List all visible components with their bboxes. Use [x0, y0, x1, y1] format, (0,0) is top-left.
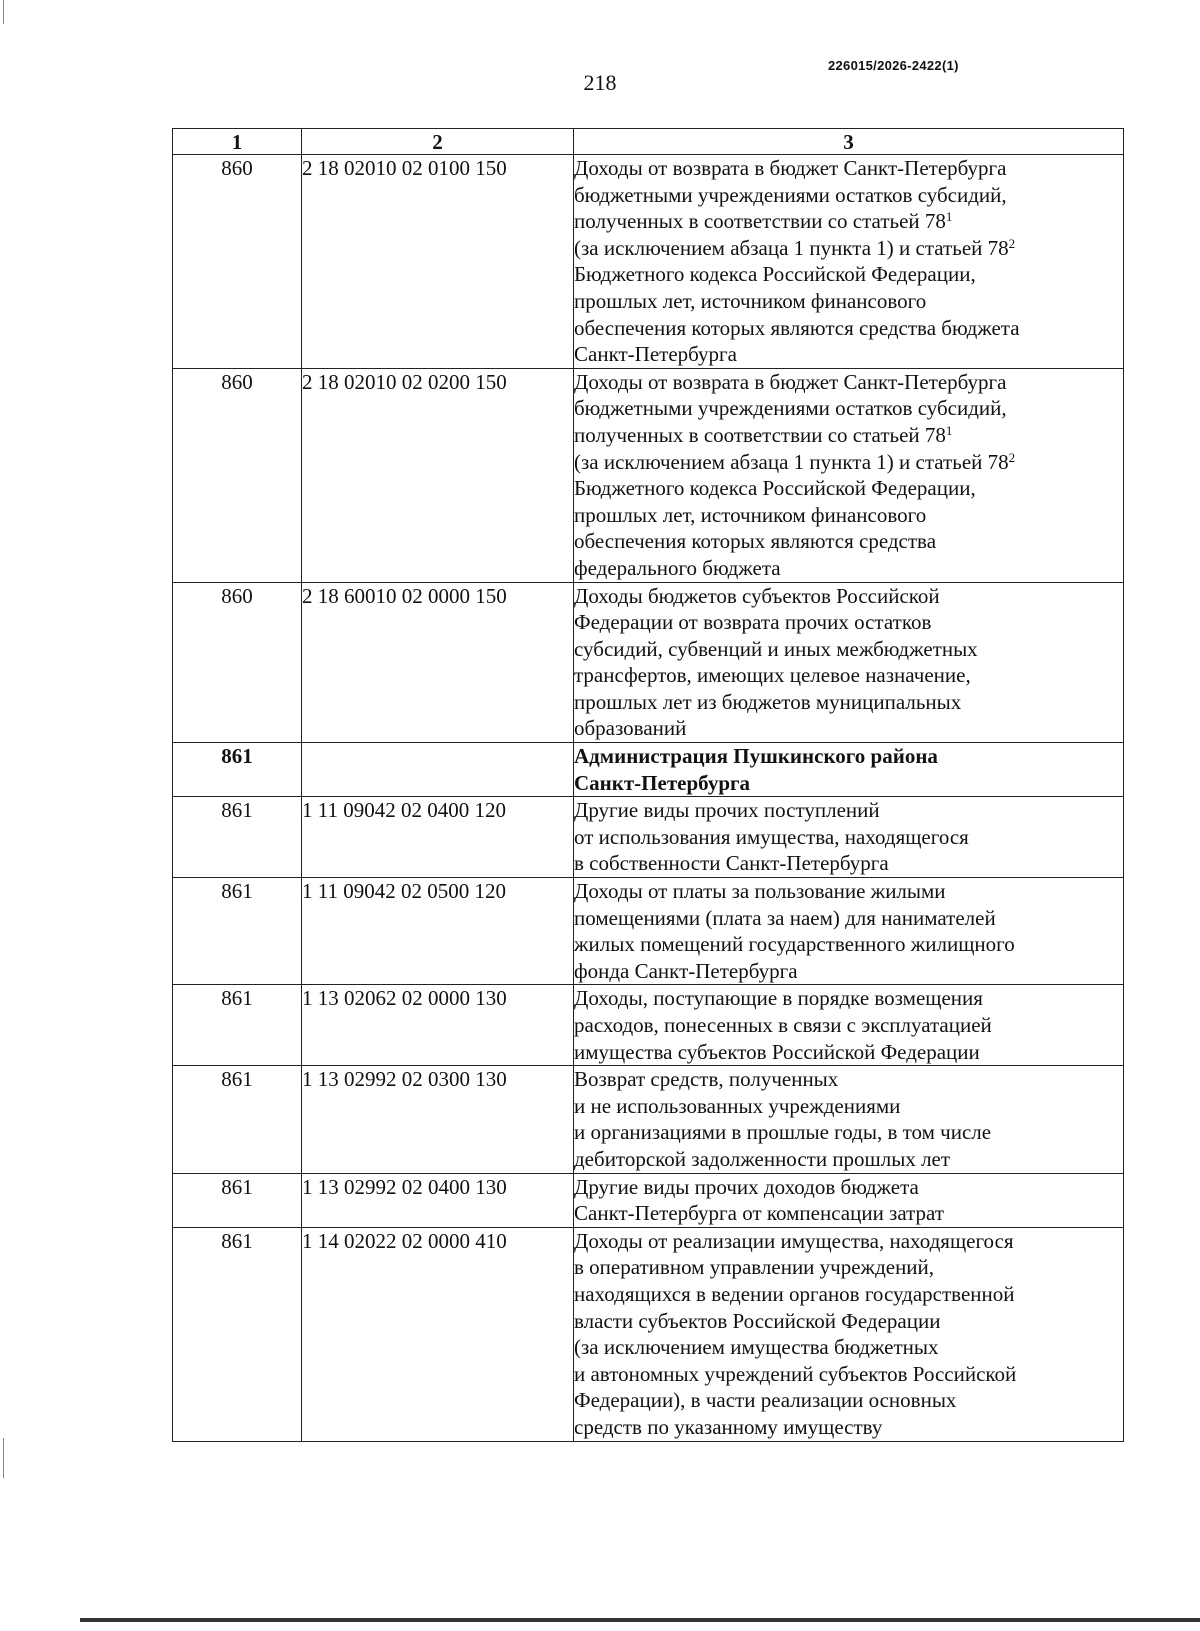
description-cell [574, 582, 1124, 743]
description-line: Бюджетного кодекса Российской Федерации, [574, 476, 976, 501]
description-line: Санкт-Петербурга от компенсации затрат [574, 1201, 945, 1226]
description-line: расходов, понесенных в связи с эксплуатацией [574, 1013, 992, 1037]
description-line: Санкт-Петербурга [574, 342, 737, 367]
description-line: жилых помещений государственного жилищного [574, 932, 1015, 957]
revenue-code-cell: 2 18 02010 02 0100 150 [302, 155, 574, 369]
revenue-code-cell: 1 14 02022 02 0000 410 [302, 1227, 574, 1441]
description-line: и организациями в прошлые годы, в том числе [574, 1120, 992, 1145]
description-line: находящихся в ведении органов государственной [574, 1281, 1015, 1306]
table-row [173, 1066, 1124, 1173]
description-line: и автономных учреждений субъектов Российской [574, 1361, 1017, 1386]
scan-edge-line [80, 1618, 1200, 1622]
description-line: фонда Санкт-Петербурга [574, 958, 798, 983]
document-code: 226015/2026-2422(1) [828, 58, 959, 73]
description-line [574, 449, 1123, 476]
revenue-code-cell: 1 13 02992 02 0400 130 [302, 1173, 574, 1227]
article-superscript: 1 [945, 422, 953, 438]
table-row [173, 797, 1124, 878]
revenue-codes-table [172, 128, 1124, 1442]
description-line: и не использованных учреждениями [574, 1093, 901, 1118]
description-line: Доходы от реализации имущества, находящегося [574, 1228, 1014, 1253]
revenue-code-cell: 2 18 02010 02 0200 150 [302, 368, 574, 582]
description-line: прошлых лет, источником финансового [574, 288, 927, 313]
description-line: Доходы, поступающие в порядке возмещения [574, 986, 983, 1011]
description-line: Санкт-Петербурга [574, 770, 751, 795]
description-text: (за исключением абзаца 1 пункта 1) и статьей 78 [574, 235, 1009, 260]
admin-code-cell: 861 [173, 1066, 302, 1173]
column-header-3: 3 [574, 129, 1124, 155]
article-superscript: 2 [1008, 235, 1016, 251]
admin-code-cell: 861 [173, 797, 302, 878]
description-line: обеспечения которых являются средства бюджета [574, 315, 1020, 340]
description-line: в собственности Санкт-Петербурга [574, 851, 889, 876]
table-row [173, 155, 1124, 369]
revenue-code-cell: 1 13 02992 02 0300 130 [302, 1066, 574, 1173]
scan-margin-mark [3, 1438, 4, 1478]
description-line: в оперативном управлении учреждений, [574, 1255, 935, 1280]
admin-code-cell: 861 [173, 1173, 302, 1227]
revenue-code-cell [302, 743, 574, 797]
description-line: бюджетными учреждениями остатков субсидий, [574, 182, 1007, 207]
table-row [173, 582, 1124, 743]
description-line: дебиторской задолженности прошлых лет [574, 1146, 951, 1171]
description-line [574, 235, 1123, 262]
description-line: прошлых лет, источником финансового [574, 502, 927, 527]
description-line: Другие виды прочих поступлений [574, 798, 880, 823]
description-cell [574, 155, 1124, 369]
revenue-code-cell: 1 11 09042 02 0500 120 [302, 878, 574, 985]
table-body [173, 155, 1124, 1442]
table-row [173, 1227, 1124, 1441]
description-line: власти субъектов Российской Федерации [574, 1308, 941, 1333]
description-cell [574, 1066, 1124, 1173]
admin-code-cell: 861 [173, 1227, 302, 1441]
table-row [173, 368, 1124, 582]
description-line: средств по указанному имуществу [574, 1414, 883, 1439]
description-text: полученных в соответствии со статьей 78 [574, 422, 946, 447]
description-line: Доходы бюджетов субъектов Российской [574, 583, 940, 608]
admin-code-cell: 860 [173, 368, 302, 582]
table-row [173, 878, 1124, 985]
admin-code-cell: 861 [173, 878, 302, 985]
description-line: Возврат средств, полученных [574, 1067, 839, 1092]
description-line: бюджетными учреждениями остатков субсидий, [574, 396, 1007, 421]
column-header-1: 1 [173, 129, 302, 155]
description-line: имущества субъектов Российской Федерации [574, 1039, 980, 1064]
table-row [173, 743, 1124, 797]
admin-code-cell: 861 [173, 985, 302, 1066]
description-line: Доходы от платы за пользование жилыми [574, 879, 946, 904]
description-cell [574, 1173, 1124, 1227]
description-line: Доходы от возврата в бюджет Санкт-Петербурга [574, 369, 1007, 394]
description-cell [574, 797, 1124, 878]
admin-code-cell: 860 [173, 582, 302, 743]
article-superscript: 1 [945, 209, 953, 225]
description-line: прошлых лет из бюджетов муниципальных [574, 689, 962, 714]
admin-code-cell: 861 [173, 743, 302, 797]
description-line: образований [574, 716, 687, 741]
description-cell [574, 743, 1124, 797]
description-line [574, 422, 1123, 449]
scan-margin-mark [3, 0, 4, 24]
description-cell [574, 368, 1124, 582]
column-header-2: 2 [302, 129, 574, 155]
revenue-code-cell: 2 18 60010 02 0000 150 [302, 582, 574, 743]
description-cell [574, 1227, 1124, 1441]
revenue-code-cell: 1 11 09042 02 0400 120 [302, 797, 574, 878]
article-superscript: 2 [1008, 449, 1016, 465]
description-line: Администрация Пушкинского района [574, 744, 938, 769]
description-line: от использования имущества, находящегося [574, 824, 969, 849]
description-line: Бюджетного кодекса Российской Федерации, [574, 262, 976, 287]
description-line: Доходы от возврата в бюджет Санкт-Петербурга [574, 156, 1007, 180]
description-line: субсидий, субвенций и иных межбюджетных [574, 636, 978, 661]
page-number: 218 [583, 70, 617, 95]
description-line: (за исключением имущества бюджетных [574, 1335, 939, 1360]
description-line: федерального бюджета [574, 555, 781, 580]
description-cell [574, 985, 1124, 1066]
description-text: (за исключением абзаца 1 пункта 1) и статьей 78 [574, 449, 1009, 474]
description-line: трансфертов, имеющих целевое назначение, [574, 663, 971, 688]
description-cell [574, 878, 1124, 985]
table-row [173, 1173, 1124, 1227]
description-line [574, 208, 1123, 235]
revenue-code-cell: 1 13 02062 02 0000 130 [302, 985, 574, 1066]
description-line: помещениями (плата за наем) для нанимателей [574, 905, 996, 930]
description-line: обеспечения которых являются средства [574, 529, 937, 554]
admin-code-cell: 860 [173, 155, 302, 369]
table-row [173, 985, 1124, 1066]
description-line: Федерации от возврата прочих остатков [574, 610, 932, 635]
description-line: Другие виды прочих доходов бюджета [574, 1174, 919, 1199]
description-line: Федерации), в части реализации основных [574, 1388, 957, 1413]
description-text: полученных в соответствии со статьей 78 [574, 209, 946, 234]
table-header-row [173, 129, 1124, 155]
